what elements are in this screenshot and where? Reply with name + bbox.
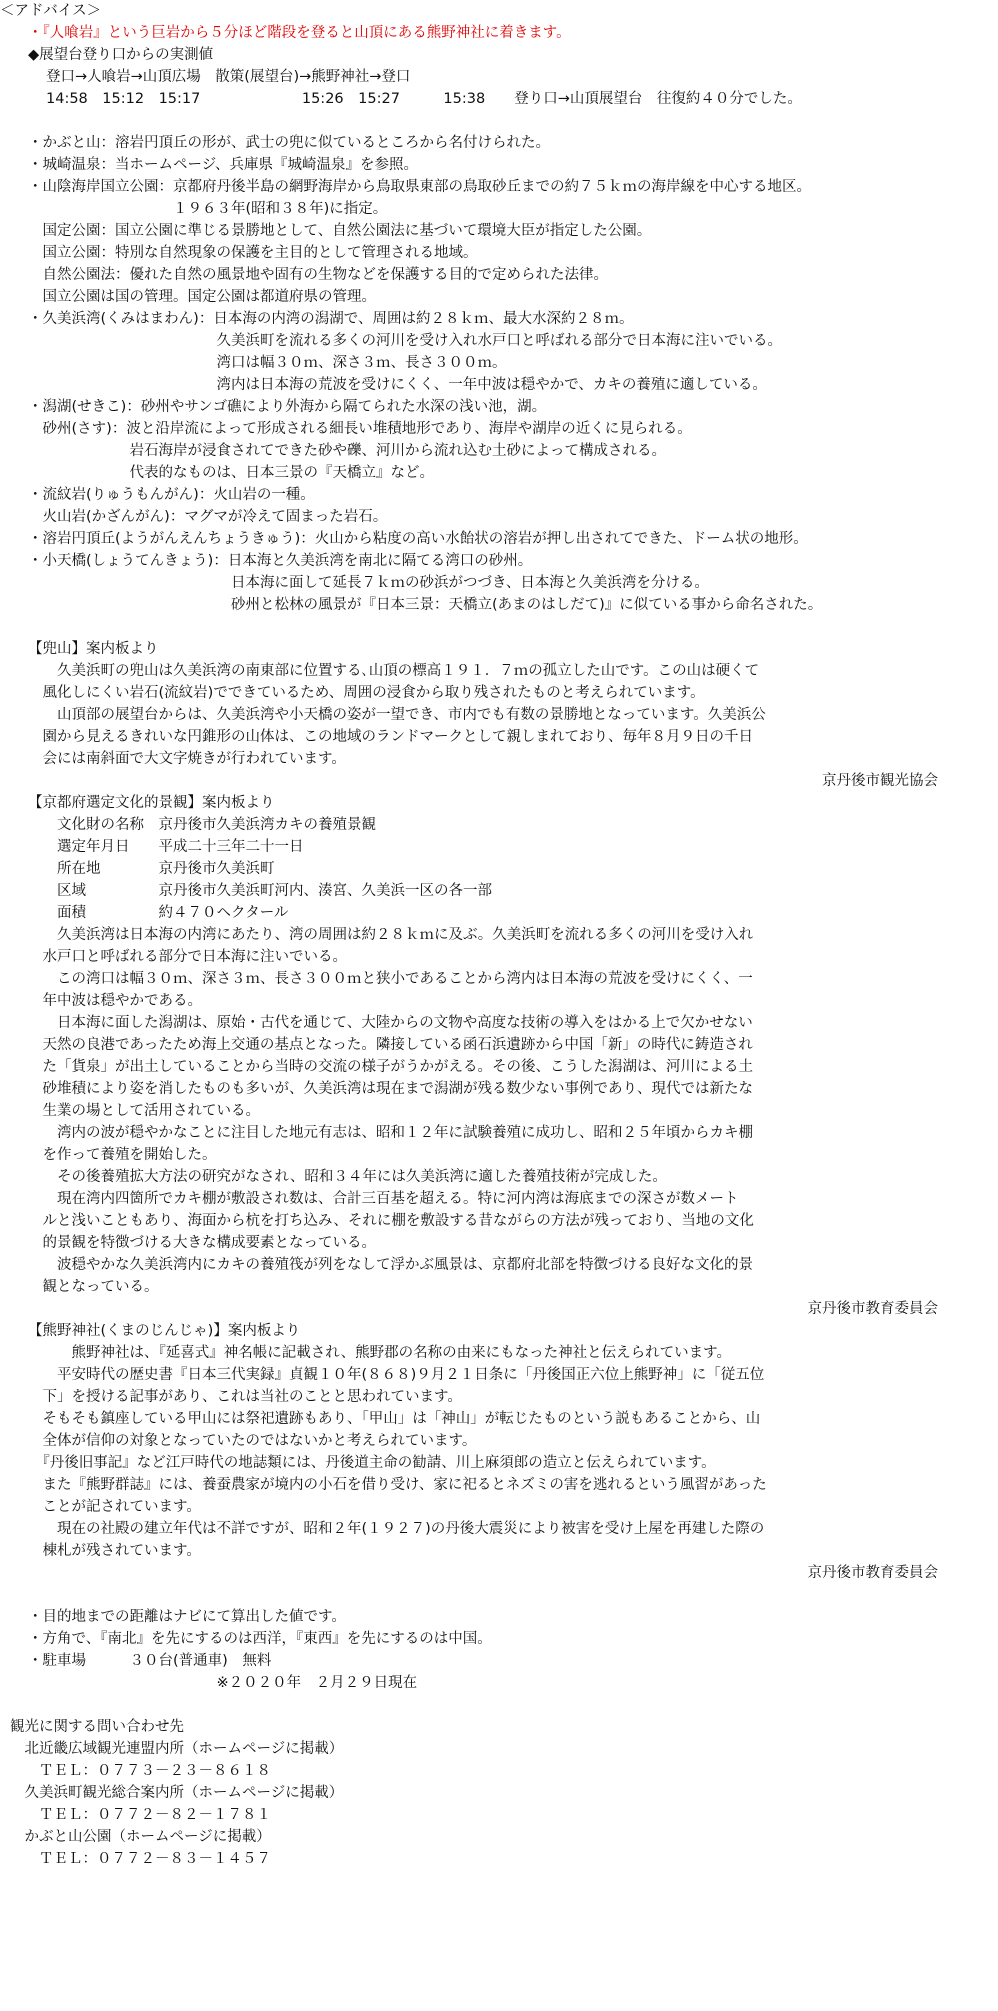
glossary-line: 岩石海岸が浸食されてできた砂や礫、河川から流れ込む土砂によって構成される。 — [28, 443, 666, 459]
glossary-line: 国定公園：国立公園に準じる景勝地として、自然公園法に基づいて環境大臣が指定した公園。 — [28, 223, 652, 239]
paragraph-line: 日本海に面した潟湖は、原始・古代を通じて、大陸からの文物や高度な技術の導入をはかる上で欠かせない — [28, 1015, 753, 1031]
paragraph-line: 山頂部の展望台からは、久美浜湾や小天橋の姿が一望でき、市内でも有数の景勝地となっています。久美浜公 — [28, 707, 766, 723]
paragraph-line: 『丹後旧事記』など江戸時代の地誌類には、丹後道主命の勧請、川上麻須郎の造立と伝えられています。 — [28, 1455, 716, 1471]
glossary-line: ・久美浜湾(くみはまわん)：日本海の内湾の潟湖で、周囲は約２８ｋｍ、最大水深約２８ｍ。 — [28, 311, 634, 327]
notes — [0, 1606, 998, 1694]
kumano-section — [0, 1320, 998, 1584]
note-line: ・方角で、『南北』を先にするのは西洋，『東西』を先にするのは中国。 — [28, 1631, 492, 1647]
contact-line: かぶと山公園（ホームページに掲載） — [10, 1829, 271, 1845]
section-title: 【京都府選定文化的景観】案内板より — [28, 795, 275, 811]
glossary-line: 日本海に面して延長７ｋｍの砂浜がつづき、日本海と久美浜湾を分ける。 — [28, 575, 709, 591]
advice-heading: ＜アドバイス＞ — [0, 3, 102, 19]
glossary-line: 代表的なものは、日本三景の『天橋立』など。 — [28, 465, 434, 481]
paragraph-line: 全体が信仰の対象となっていたのではないかと考えられています。 — [28, 1433, 477, 1449]
glossary-line: ・小天橋(しょうてんきょう)：日本海と久美浜湾を南北に隔てる湾口の砂州。 — [28, 553, 533, 569]
field-line: 文化財の名称 京丹後市久美浜湾カキの養殖景観 — [28, 817, 376, 833]
glossary-line: 火山岩(かざんがん)：マグマが冷えて固まった岩石。 — [28, 509, 388, 525]
section-title: 【熊野神社(くまのじんじゃ)】案内板より — [28, 1323, 301, 1339]
contact-line: ＴＥＬ：０７７２－８２－１７８１ — [10, 1807, 271, 1823]
glossary-line: 湾内は日本海の荒波を受けにくく、一年中波は穏やかで、カキの養殖に適している。 — [28, 377, 767, 393]
paragraph-line: この湾口は幅３０ｍ、深さ３ｍ、長さ３００ｍと狭小であることから湾内は日本海の荒波を受けにくく、一 — [28, 971, 753, 987]
paragraph-line: 生業の場として活用されている。 — [28, 1103, 260, 1119]
field-line: 面積 約４７０ヘクタール — [28, 905, 289, 921]
measure-title: ◆展望台登り口からの実測値 — [28, 47, 214, 63]
glossary-line: 砂州と松林の風景が『日本三景：天橋立(あまのはしだて)』に似ている事から命名された。 — [28, 597, 823, 613]
paragraph-line: 園から見えるきれいな円錐形の山体は、この地域のランドマークとして親しまれており、毎年８月９日の千日 — [28, 729, 753, 745]
paragraph-line: 現在湾内四箇所でカキ棚が敷設され数は、合計三百基を超える。特に河内湾は海底までの深さが数メート — [28, 1191, 739, 1207]
paragraph-line: 下」を授ける記事があり、これは当社のことと思われています。 — [28, 1389, 462, 1405]
note-line: ・駐車場 ３０台(普通車) 無料 — [28, 1653, 272, 1669]
contact-line: 久美浜町観光総合案内所（ホームページに掲載） — [10, 1785, 344, 1801]
glossary-line: ・潟湖(せきこ)：砂州やサンゴ礁により外海から隔てられた水深の浅い池，湖。 — [28, 399, 547, 415]
paragraph-line: 波穏やかな久美浜湾内にカキの養殖筏が列をなして浮かぶ風景は、京都府北部を特徴づける良好な文化的景 — [28, 1257, 753, 1273]
paragraph-line: 風化しにくい岩石(流紋岩)でできているため、周囲の浸食から取り残されたものと考えられています。 — [28, 685, 705, 701]
glossary-line: ・かぶと山：溶岩円頂丘の形が、武士の兜に似ているところから名付けられた。 — [28, 135, 550, 151]
paragraph-line: 久美浜町の兜山は久美浜湾の南東部に位置する､山頂の標高１９１．７ｍの孤立した山です。この山は硬くて — [28, 663, 760, 679]
signature: 京丹後市観光協会 — [822, 773, 938, 789]
glossary-line: 国立公園は国の管理。国定公園は都道府県の管理。 — [28, 289, 376, 305]
paragraph-line: 水戸口と呼ばれる部分で日本海に注いでいる。 — [28, 949, 347, 965]
paragraph-line: 天然の良港であったため海上交通の基点となった。隣接している函石浜遺跡から中国「新」の時代に鋳造され — [28, 1037, 753, 1053]
paragraph-line: 平安時代の歴史書『日本三代実録』貞観１０年(８６８)９月２１日条に「丹後国正六位上熊野神」に「従五位 — [28, 1367, 765, 1383]
glossary-line: ・溶岩円頂丘(ようがんえんちょうきゅう)：火山から粘度の高い水飴状の溶岩が押し出されてできた、ドーム状の地形。 — [28, 531, 808, 547]
route-line: 登口→人喰岩→山頂広場 散策(展望台)→熊野神社→登口 — [46, 69, 411, 85]
contact-line: ＴＥＬ：０７７３－２３－８６１８ — [10, 1763, 271, 1779]
field-line: 選定年月日 平成二十三年二十一日 — [28, 839, 304, 855]
glossary-line: 久美浜町を流れる多くの河川を受け入れ水戸口と呼ばれる部分で日本海に注いでいる。 — [28, 333, 782, 349]
paragraph-line: ルと浅いこともあり、海面から杭を打ち込み、それに棚を敷設する昔ながらの方法が残っており、当地の文化 — [28, 1213, 754, 1229]
glossary-line: 自然公園法：優れた自然の風景地や固有の生物などを保護する目的で定められた法律。 — [28, 267, 608, 283]
paragraph-line: 会には南斜面で大文字焼きが行われています。 — [28, 751, 346, 767]
contact-line: 北近畿広域観光連盟内所（ホームページに掲載） — [10, 1741, 344, 1757]
paragraph-line: 熊野神社は、『延喜式』神名帳に記載され、熊野郡の名称の由来にもなった神社と伝えられています。 — [28, 1345, 731, 1361]
paragraph-line: 現在の社殿の建立年代は不詳ですが、昭和２年(１９２７)の丹後大震災により被害を受け上屋を再建した際の — [28, 1521, 765, 1537]
paragraph-line: 棟札が残されています。 — [28, 1543, 201, 1559]
signature: 京丹後市教育委員会 — [807, 1565, 938, 1581]
glossary-line: ・流紋岩(りゅうもんがん)：火山岩の一種。 — [28, 487, 315, 503]
field-line: 所在地 京丹後市久美浜町 — [28, 861, 275, 877]
glossary-line: ・山陰海岸国立公園：京都府丹後半島の網野海岸から鳥取県東部の鳥取砂丘までの約７５ｋｍの海岸線を中心する地区。 — [28, 179, 811, 195]
paragraph-line: 観となっている。 — [28, 1279, 159, 1295]
note-line: ※２０２０年 ２月２９日現在 — [28, 1675, 418, 1691]
glossary-line: 湾口は幅３０ｍ、深さ３ｍ、長さ３００ｍ。 — [28, 355, 507, 371]
paragraph-line: 砂堆積により姿を消したものも多いが、久美浜湾は現在まで潟湖が残る数少ない事例であり、現代では新たな — [28, 1081, 753, 1097]
signature: 京丹後市教育委員会 — [807, 1301, 938, 1317]
glossary-line: 砂州(さす)：波と沿岸流によって形成される細長い堆積地形であり、海岸や湖岸の近くに見られる。 — [28, 421, 692, 437]
contacts — [0, 1716, 998, 1870]
times-line: 14:58 15:12 15:17 15:26 15:27 15:38 登り口→山頂展望台 往復約４０分でした。 — [46, 91, 802, 107]
paragraph-line: 湾内の波が穏やかなことに注目した地元有志は、昭和１２年に試験養殖に成功し、昭和２５年頃からカキ棚 — [28, 1125, 753, 1141]
paragraph-line: その後養殖拡大方法の研究がなされ、昭和３４年には久美浜湾に適した養殖技術が完成した。 — [28, 1169, 667, 1185]
glossary-line: １９６３年(昭和３８年)に指定。 — [28, 201, 388, 217]
section-title: 【兜山】案内板より — [28, 641, 159, 657]
paragraph-line: ことが記されています。 — [28, 1499, 201, 1515]
paragraph-line: 久美浜湾は日本海の内湾にあたり、湾の周囲は約２８ｋｍに及ぶ。久美浜町を流れる多くの河川を受け入れ — [28, 927, 754, 943]
paragraph-line: また『熊野群誌』には、養蚕農家が境内の小石を借り受け、家に祀るとネズミの害を逃れるという風習があった — [28, 1477, 767, 1493]
advice-red-note: ・『人喰岩』という巨岩から５分ほど階段を登ると山頂にある熊野神社に着きます。 — [28, 25, 571, 41]
field-line: 区域 京丹後市久美浜町河内、湊宮、久美浜一区の各一部 — [28, 883, 492, 899]
glossary-line: 国立公園：特別な自然現象の保護を主目的として管理される地域。 — [28, 245, 478, 261]
paragraph-line: 的景観を特徴づける大きな構成要素となっている。 — [28, 1235, 376, 1251]
kyoto-section — [0, 792, 998, 1320]
paragraph-line: 年中波は穏やかである。 — [28, 993, 202, 1009]
kabuto-section — [0, 638, 998, 792]
paragraph-line: た「貨泉」が出土していることから当時の交流の様子がうかがえる。その後、こうした潟湖は、河川による土 — [28, 1059, 753, 1075]
contact-line: ＴＥＬ：０７７２－８３－１４５７ — [10, 1851, 271, 1867]
glossary — [0, 132, 998, 616]
glossary-line: ・城崎温泉：当ホームページ、兵庫県『城崎温泉』を参照。 — [28, 157, 419, 173]
note-line: ・目的地までの距離はナビにて算出した値です。 — [28, 1609, 346, 1625]
contacts-title: 観光に関する問い合わせ先 — [10, 1719, 184, 1735]
paragraph-line: そもそも鎮座している甲山には祭祀遺跡もあり、「甲山」は「神山」が転じたものという説もあることから、山 — [28, 1411, 761, 1427]
paragraph-line: を作って養殖を開始した。 — [28, 1147, 217, 1163]
